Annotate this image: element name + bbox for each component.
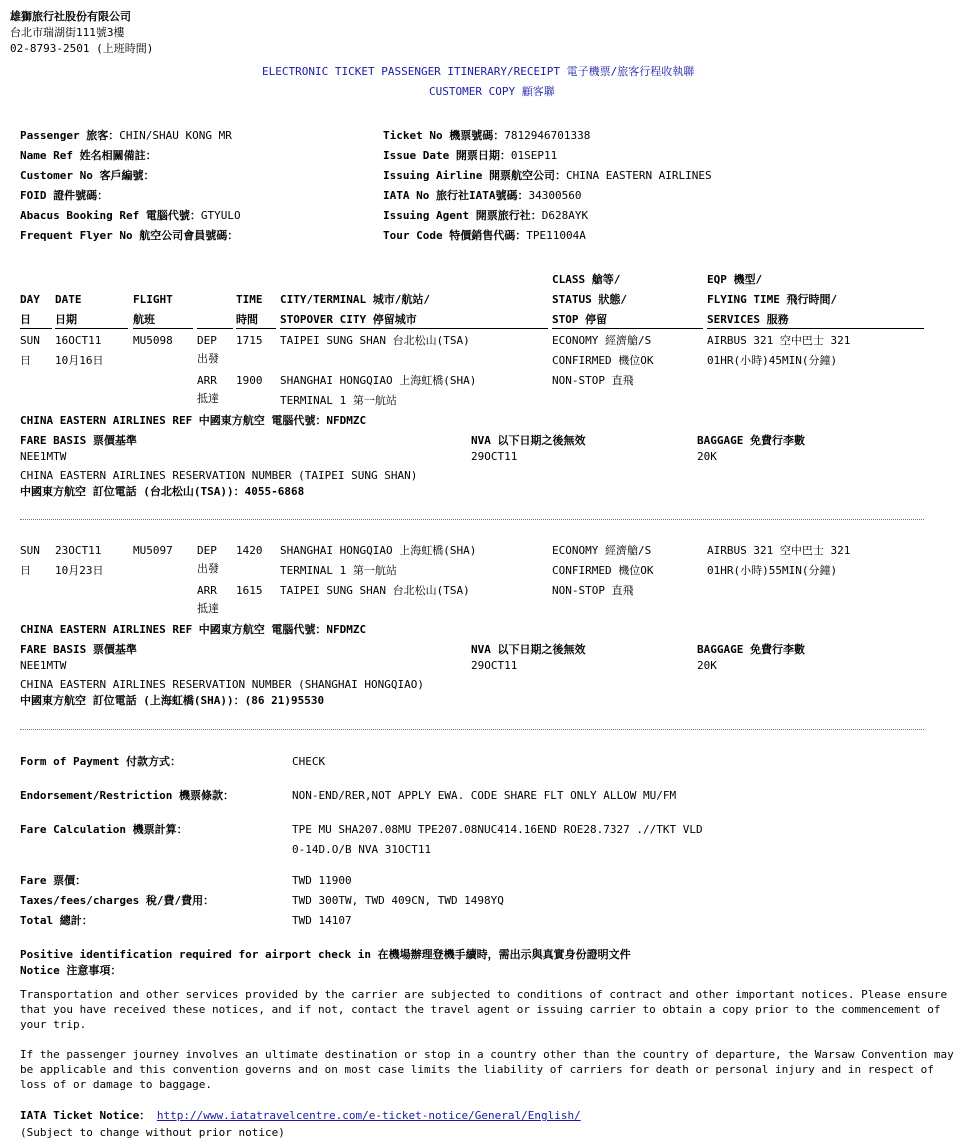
segment-date: 16OCT11 (55, 334, 102, 347)
frequent-flyer-row: Frequent Flyer No 航空公司會員號碼： (20, 229, 239, 242)
dep-label: DEP (197, 334, 217, 347)
header-rule (280, 328, 548, 329)
iata-notice-label: IATA Ticket Notice： (20, 1109, 151, 1122)
baggage-label: BAGGAGE 免費行李數 (697, 643, 805, 656)
dep-time: 1715 (236, 334, 263, 347)
header-rule (197, 328, 233, 329)
arr-label-zh: 抵達 (197, 602, 219, 615)
header-services: SERVICES 服務 (707, 313, 789, 326)
name-ref-row: Name Ref 姓名相關備註： (20, 149, 157, 162)
foid-row: FOID 證件號碼： (20, 189, 109, 202)
fare-basis: NEE1MTW (20, 450, 67, 463)
header-status: STATUS 狀態/ (552, 293, 627, 306)
segment-stop: NON-STOP 直飛 (552, 584, 634, 597)
arr-time: 1900 (236, 374, 263, 387)
agency-phone: 02-8793-2501 (上班時間) (10, 42, 154, 55)
dep-terminal: TERMINAL 1 第一航站 (280, 564, 397, 577)
nva-label: NVA 以下日期之後無效 (471, 434, 586, 447)
segment-status: CONFIRMED 機位OK (552, 354, 654, 367)
header-date: DATE (55, 293, 82, 306)
booking-ref-row: Abacus Booking Ref 電腦代號：GTYULO (20, 209, 241, 222)
agency-address: 台北市瑞湖街111號3樓 (10, 26, 125, 39)
header-city: CITY/TERMINAL 城市/航站/ (280, 293, 430, 306)
header-eqp: EQP 機型/ (707, 273, 763, 286)
segment-class: ECONOMY 經濟艙/S (552, 544, 652, 557)
dep-city: SHANGHAI HONGQIAO 上海虹橋(SHA) (280, 544, 477, 557)
payment-form: CHECK (292, 755, 326, 768)
header-day: DAY (20, 293, 40, 306)
airline-ref: CHINA EASTERN AIRLINES REF 中國東方航空 電腦代號：NFDMZC (20, 623, 367, 636)
fare-calc-label: Fare Calculation 機票計算： (20, 823, 188, 836)
header-time: TIME (236, 293, 263, 306)
total: TWD 14107 (292, 914, 352, 927)
issue-date-row: Issue Date 開票日期：01SEP11 (383, 149, 558, 162)
reservation-phone: 中國東方航空 訂位電話 (上海虹橋(SHA))：(86 21)95530 (20, 694, 325, 707)
reservation-number: CHINA EASTERN AIRLINES RESERVATION NUMBER (TAIPEI SUNG SHAN) (20, 469, 418, 482)
customer-no-row: Customer No 客戶編號： (20, 169, 155, 182)
nva: 29OCT11 (471, 450, 518, 463)
header-rule (236, 328, 276, 329)
dep-time: 1420 (236, 544, 263, 557)
fare-label: Fare 票價： (20, 874, 87, 887)
header-stopover: STOPOVER CITY 停留城市 (280, 313, 417, 326)
segment-date: 23OCT11 (55, 544, 102, 557)
fare: TWD 11900 (292, 874, 352, 887)
section-divider (20, 729, 924, 730)
fare-calc-line2: 0-14D.O/B NVA 31OCT11 (292, 843, 432, 856)
header-flight-zh: 航班 (133, 313, 155, 326)
fare-basis-label: FARE BASIS 票價基準 (20, 643, 137, 656)
dep-label-zh: 出發 (197, 562, 219, 575)
header-flight: FLIGHT (133, 293, 173, 306)
segment-day-zh: 日 (20, 354, 31, 367)
segment-flight: MU5098 (133, 334, 173, 347)
arr-city: TAIPEI SUNG SHAN 台北松山(TSA) (280, 584, 470, 597)
segment-flying-time: 01HR(小時)45MIN(分鐘) (707, 354, 838, 367)
endorsement: NON-END/RER,NOT APPLY EWA. CODE SHARE FLT ONLY ALLOW MU/FM (292, 789, 677, 802)
arr-city: SHANGHAI HONGQIAO 上海虹橋(SHA) (280, 374, 477, 387)
notice-label: Notice 注意事項： (20, 964, 122, 977)
payment-form-label: Form of Payment 付款方式： (20, 755, 181, 768)
header-flying-time: FLYING TIME 飛行時間/ (707, 293, 838, 306)
doc-title: ELECTRONIC TICKET PASSENGER ITINERARY/RECEIPT 電子機票/旅客行程收執聯 (262, 65, 695, 78)
airline-ref: CHINA EASTERN AIRLINES REF 中國東方航空 電腦代號：NFDMZC (20, 414, 367, 427)
fare-basis-label: FARE BASIS 票價基準 (20, 434, 137, 447)
segment-day-zh: 日 (20, 564, 31, 577)
baggage-label: BAGGAGE 免費行李數 (697, 434, 805, 447)
header-rule (55, 328, 128, 329)
segment-day: SUN (20, 334, 40, 347)
segment-date-zh: 10月23日 (55, 564, 104, 577)
section-divider (20, 519, 924, 520)
header-rule (707, 328, 924, 329)
taxes: TWD 300TW, TWD 409CN, TWD 1498YQ (292, 894, 504, 907)
ticket-no-row: Ticket No 機票號碼：7812946701338 (383, 129, 591, 142)
reservation-number: CHINA EASTERN AIRLINES RESERVATION NUMBER (SHANGHAI HONGQIAO) (20, 678, 424, 691)
tour-code-row: Tour Code 特價銷售代碼：TPE11004A (383, 229, 586, 242)
segment-date-zh: 10月16日 (55, 354, 104, 367)
baggage: 20K (697, 450, 717, 463)
issuing-airline-row: Issuing Airline 開票航空公司：CHINA EASTERN AIRLINES (383, 169, 712, 182)
nva: 29OCT11 (471, 659, 518, 672)
segment-stop: NON-STOP 直飛 (552, 374, 634, 387)
endorsement-label: Endorsement/Restriction 機票條款： (20, 789, 234, 802)
segment-class: ECONOMY 經濟艙/S (552, 334, 652, 347)
fare-calc-line1: TPE MU SHA207.08MU TPE207.08NUC414.16END ROE28.7327 .//TKT VLD (292, 823, 703, 836)
reservation-phone: 中國東方航空 訂位電話 (台北松山(TSA))：4055-6868 (20, 485, 305, 498)
header-rule (133, 328, 193, 329)
dep-label: DEP (197, 544, 217, 557)
taxes-label: Taxes/fees/charges 稅/費/費用： (20, 894, 215, 907)
notice-paragraph-1: Transportation and other services provided by the carrier are subjected to conditions of contract and other important notices. Please ensure that you have received these notices, and if not, contact the travel agent or issuing carrier to obtain a copy prior to the commencement of your trip. (20, 988, 948, 1031)
subject-to-change: (Subject to change without prior notice) (20, 1126, 285, 1139)
header-stop: STOP 停留 (552, 313, 608, 326)
iata-notice-row (20, 1109, 581, 1123)
dep-label-zh: 出發 (197, 352, 219, 365)
header-class: CLASS 艙等/ (552, 273, 621, 286)
agency-name: 雄獅旅行社股份有限公司 (10, 10, 131, 23)
arr-label: ARR (197, 584, 217, 597)
segment-day: SUN (20, 544, 40, 557)
arr-label: ARR (197, 374, 217, 387)
passenger-row: Passenger 旅客：CHIN/SHAU KONG MR (20, 129, 232, 142)
baggage: 20K (697, 659, 717, 672)
arr-terminal: TERMINAL 1 第一航站 (280, 394, 397, 407)
segment-eqp: AIRBUS 321 空中巴士 321 (707, 544, 851, 557)
iata-notice-link[interactable]: http://www.iatatravelcentre.com/e-ticket-notice/General/English/ (156, 1109, 581, 1122)
header-time-zh: 時間 (236, 313, 258, 326)
segment-flying-time: 01HR(小時)55MIN(分鐘) (707, 564, 838, 577)
doc-subtitle: CUSTOMER COPY 顧客聯 (429, 85, 555, 98)
nva-label: NVA 以下日期之後無效 (471, 643, 586, 656)
segment-flight: MU5097 (133, 544, 173, 557)
segment-status: CONFIRMED 機位OK (552, 564, 654, 577)
issuing-agent-row: Issuing Agent 開票旅行社：D628AYK (383, 209, 589, 222)
header-date-zh: 日期 (55, 313, 77, 326)
notice-paragraph-2: If the passenger journey involves an ultimate destination or stop in a country other than the country of departure, the Warsaw Convention may be applicable and this convention governs and on most case limits the liability of carriers for death or personal injury and in respect of loss of or damage to baggage. (20, 1048, 954, 1091)
arr-label-zh: 抵達 (197, 392, 219, 405)
positive-id-notice: Positive identification required for airport check in 在機場辦理登機手續時，需出示與真實身份證明文件 (20, 948, 631, 961)
fare-basis: NEE1MTW (20, 659, 67, 672)
total-label: Total 總計： (20, 914, 93, 927)
header-rule (552, 328, 703, 329)
header-day-zh: 日 (20, 313, 31, 326)
arr-time: 1615 (236, 584, 263, 597)
header-rule (20, 328, 52, 329)
segment-eqp: AIRBUS 321 空中巴士 321 (707, 334, 851, 347)
dep-city: TAIPEI SUNG SHAN 台北松山(TSA) (280, 334, 470, 347)
iata-no-row: IATA No 旅行社IATA號碼：34300560 (383, 189, 582, 202)
